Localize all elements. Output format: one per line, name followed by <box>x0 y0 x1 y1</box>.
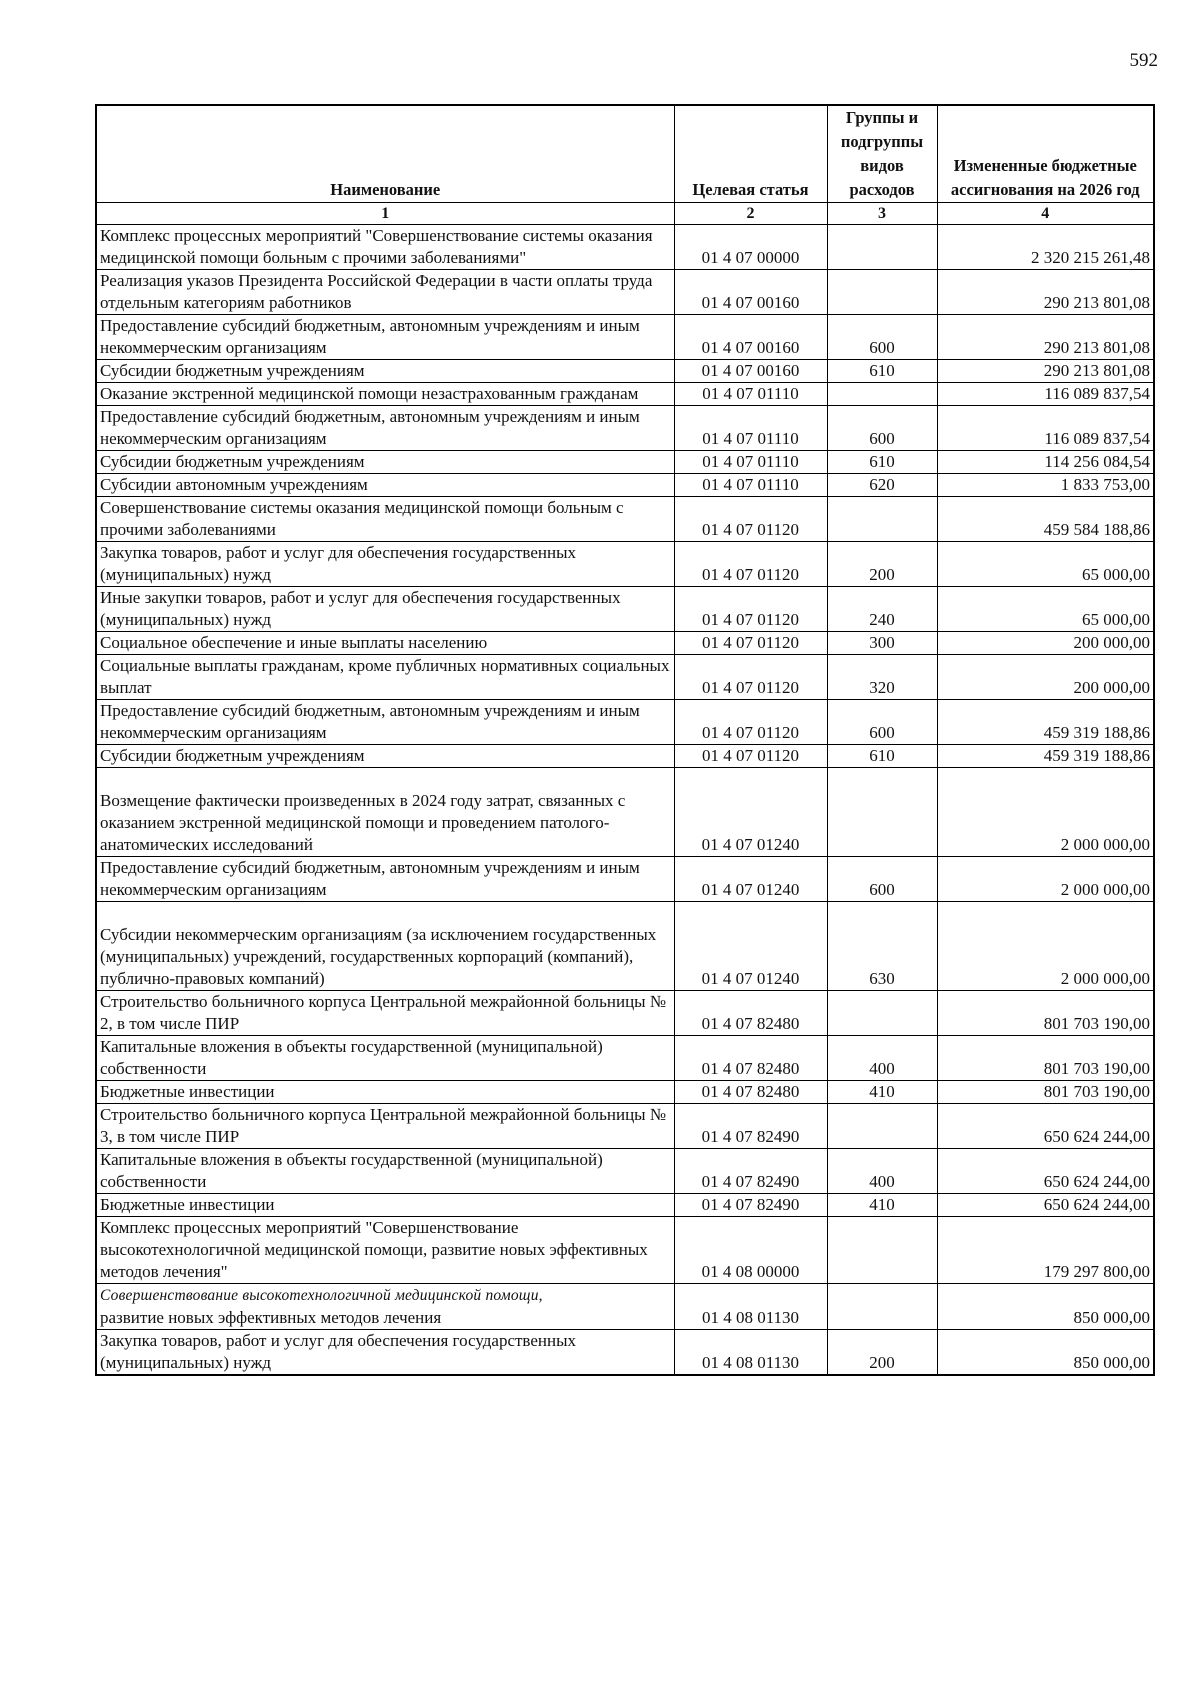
row-target-code: 01 4 07 01120 <box>674 655 827 700</box>
row-group-code <box>827 225 937 270</box>
row-name: Субсидии бюджетным учреждениям <box>96 360 674 383</box>
row-group-code: 410 <box>827 1194 937 1217</box>
table-row <box>96 745 1154 768</box>
row-amount: 116 089 837,54 <box>937 383 1154 406</box>
row-amount: 290 213 801,08 <box>937 315 1154 360</box>
table-row <box>96 632 1154 655</box>
row-target-code: 01 4 07 00160 <box>674 315 827 360</box>
row-amount: 2 000 000,00 <box>937 857 1154 902</box>
table-row <box>96 497 1154 542</box>
row-group-code <box>827 1284 937 1330</box>
row-target-code: 01 4 07 82480 <box>674 1081 827 1104</box>
row-group-code <box>827 991 937 1036</box>
row-amount: 2 000 000,00 <box>937 902 1154 991</box>
row-group-code: 620 <box>827 474 937 497</box>
row-name: Субсидии некоммерческим организациям (за исключением государственных (муниципальных) учреждений, государственных корпораций (компаний), публично-правовых компаний) <box>96 902 674 991</box>
row-name: Закупка товаров, работ и услуг для обеспечения государственных (муниципальных) нужд <box>96 1330 674 1376</box>
row-name: Строительство больничного корпуса Центральной межрайонной больницы № 3, в том числе ПИР <box>96 1104 674 1149</box>
column-number: 4 <box>937 203 1154 225</box>
row-name-first-line: Совершенствование высокотехнологичной медицинской помощи, <box>100 1287 543 1304</box>
row-amount: 650 624 244,00 <box>937 1149 1154 1194</box>
table-row <box>96 700 1154 745</box>
table-row <box>96 1284 1154 1330</box>
row-name: Предоставление субсидий бюджетным, автономным учреждениям и иным некоммерческим организациям <box>96 700 674 745</box>
table-row <box>96 587 1154 632</box>
row-target-code: 01 4 07 01120 <box>674 745 827 768</box>
table-row <box>96 1149 1154 1194</box>
table-row <box>96 655 1154 700</box>
row-amount: 459 319 188,86 <box>937 745 1154 768</box>
row-target-code: 01 4 07 01240 <box>674 902 827 991</box>
row-group-code: 200 <box>827 1330 937 1376</box>
page-number: 592 <box>1129 50 1158 71</box>
row-amount: 65 000,00 <box>937 542 1154 587</box>
row-name: Оказание экстренной медицинской помощи незастрахованным гражданам <box>96 383 674 406</box>
header-amount: Измененные бюджетные ассигнования на 2026 год <box>937 105 1154 203</box>
table-row <box>96 768 1154 857</box>
row-group-code: 610 <box>827 360 937 383</box>
row-amount: 459 584 188,86 <box>937 497 1154 542</box>
row-name: Социальное обеспечение и иные выплаты населению <box>96 632 674 655</box>
row-group-code: 600 <box>827 406 937 451</box>
row-target-code: 01 4 07 00000 <box>674 225 827 270</box>
table-row <box>96 991 1154 1036</box>
row-target-code: 01 4 07 82480 <box>674 1036 827 1081</box>
column-number: 3 <box>827 203 937 225</box>
row-amount: 801 703 190,00 <box>937 1081 1154 1104</box>
row-group-code <box>827 270 937 315</box>
row-group-code: 320 <box>827 655 937 700</box>
row-amount: 114 256 084,54 <box>937 451 1154 474</box>
row-amount: 459 319 188,86 <box>937 700 1154 745</box>
row-amount: 850 000,00 <box>937 1284 1154 1330</box>
row-amount: 290 213 801,08 <box>937 360 1154 383</box>
header-group: Группы и подгруппы видов расходов <box>827 105 937 203</box>
row-target-code: 01 4 07 01110 <box>674 474 827 497</box>
row-amount: 65 000,00 <box>937 587 1154 632</box>
row-name: Предоставление субсидий бюджетным, автономным учреждениям и иным некоммерческим организациям <box>96 315 674 360</box>
row-group-code: 630 <box>827 902 937 991</box>
row-name: Закупка товаров, работ и услуг для обеспечения государственных (муниципальных) нужд <box>96 542 674 587</box>
table-row <box>96 542 1154 587</box>
row-name: Бюджетные инвестиции <box>96 1081 674 1104</box>
row-amount: 650 624 244,00 <box>937 1194 1154 1217</box>
row-amount: 801 703 190,00 <box>937 1036 1154 1081</box>
row-name: Строительство больничного корпуса Центральной межрайонной больницы № 2, в том числе ПИР <box>96 991 674 1036</box>
table-row <box>96 451 1154 474</box>
table-row <box>96 383 1154 406</box>
row-group-code <box>827 497 937 542</box>
row-group-code <box>827 383 937 406</box>
row-amount: 2 000 000,00 <box>937 768 1154 857</box>
table-row <box>96 1194 1154 1217</box>
row-amount: 2 320 215 261,48 <box>937 225 1154 270</box>
row-amount: 116 089 837,54 <box>937 406 1154 451</box>
header-name: Наименование <box>96 105 674 203</box>
row-group-code: 610 <box>827 745 937 768</box>
row-name-rest: развитие новых эффективных методов лечения <box>100 1308 442 1327</box>
column-number: 2 <box>674 203 827 225</box>
row-amount: 1 833 753,00 <box>937 474 1154 497</box>
row-target-code: 01 4 07 01120 <box>674 587 827 632</box>
row-target-code: 01 4 07 01120 <box>674 632 827 655</box>
row-target-code: 01 4 07 01240 <box>674 857 827 902</box>
budget-table <box>95 104 1155 1376</box>
row-group-code: 400 <box>827 1149 937 1194</box>
table-header-row <box>96 105 1154 203</box>
row-group-code: 600 <box>827 857 937 902</box>
row-group-code: 200 <box>827 542 937 587</box>
table-row <box>96 1330 1154 1376</box>
row-name: Предоставление субсидий бюджетным, автономным учреждениям и иным некоммерческим организациям <box>96 857 674 902</box>
row-amount: 650 624 244,00 <box>937 1104 1154 1149</box>
row-group-code: 600 <box>827 315 937 360</box>
row-group-code: 600 <box>827 700 937 745</box>
row-target-code: 01 4 07 82490 <box>674 1194 827 1217</box>
table-row <box>96 1104 1154 1149</box>
row-target-code: 01 4 07 01110 <box>674 383 827 406</box>
column-number-row <box>96 203 1154 225</box>
row-target-code: 01 4 07 01110 <box>674 451 827 474</box>
row-amount: 179 297 800,00 <box>937 1217 1154 1284</box>
row-name: Совершенствование системы оказания медицинской помощи больным с прочими заболеваниями <box>96 497 674 542</box>
row-target-code: 01 4 07 01120 <box>674 542 827 587</box>
row-name <box>96 1284 674 1330</box>
row-target-code: 01 4 07 00160 <box>674 360 827 383</box>
table-row <box>96 360 1154 383</box>
row-target-code: 01 4 07 01120 <box>674 497 827 542</box>
row-name: Капитальные вложения в объекты государственной (муниципальной) собственности <box>96 1036 674 1081</box>
row-amount: 850 000,00 <box>937 1330 1154 1376</box>
row-name: Предоставление субсидий бюджетным, автономным учреждениям и иным некоммерческим организациям <box>96 406 674 451</box>
row-group-code <box>827 1217 937 1284</box>
row-target-code: 01 4 07 00160 <box>674 270 827 315</box>
row-amount: 200 000,00 <box>937 632 1154 655</box>
row-target-code: 01 4 08 01130 <box>674 1330 827 1376</box>
row-name: Социальные выплаты гражданам, кроме публичных нормативных социальных выплат <box>96 655 674 700</box>
table-row <box>96 474 1154 497</box>
row-name: Комплекс процессных мероприятий "Совершенствование высокотехнологичной медицинской помощи, развитие новых эффективных методов лечения" <box>96 1217 674 1284</box>
row-name: Субсидии автономным учреждениям <box>96 474 674 497</box>
table-row <box>96 1217 1154 1284</box>
row-name: Субсидии бюджетным учреждениям <box>96 451 674 474</box>
table-row <box>96 1036 1154 1081</box>
row-group-code <box>827 768 937 857</box>
table-row <box>96 406 1154 451</box>
row-name: Реализация указов Президента Российской Федерации в части оплаты труда отдельным категориям работников <box>96 270 674 315</box>
table-row <box>96 225 1154 270</box>
row-group-code: 240 <box>827 587 937 632</box>
row-target-code: 01 4 07 01120 <box>674 700 827 745</box>
row-target-code: 01 4 07 01240 <box>674 768 827 857</box>
row-target-code: 01 4 08 01130 <box>674 1284 827 1330</box>
row-name: Бюджетные инвестиции <box>96 1194 674 1217</box>
row-group-code: 410 <box>827 1081 937 1104</box>
row-target-code: 01 4 08 00000 <box>674 1217 827 1284</box>
row-target-code: 01 4 07 82490 <box>674 1149 827 1194</box>
row-name: Возмещение фактически произведенных в 2024 году затрат, связанных с оказанием экстренной медицинской помощи и проведением патолого-анатомических исследований <box>96 768 674 857</box>
row-group-code: 610 <box>827 451 937 474</box>
row-name: Комплекс процессных мероприятий "Совершенствование системы оказания медицинской помощи больным с прочими заболеваниями" <box>96 225 674 270</box>
row-name: Иные закупки товаров, работ и услуг для обеспечения государственных (муниципальных) нужд <box>96 587 674 632</box>
row-amount: 801 703 190,00 <box>937 991 1154 1036</box>
row-name: Капитальные вложения в объекты государственной (муниципальной) собственности <box>96 1149 674 1194</box>
row-target-code: 01 4 07 01110 <box>674 406 827 451</box>
column-number: 1 <box>96 203 674 225</box>
row-group-code: 300 <box>827 632 937 655</box>
table-row <box>96 315 1154 360</box>
table-row <box>96 857 1154 902</box>
table-row <box>96 270 1154 315</box>
row-name: Субсидии бюджетным учреждениям <box>96 745 674 768</box>
header-target: Целевая статья <box>674 105 827 203</box>
row-amount: 290 213 801,08 <box>937 270 1154 315</box>
row-amount: 200 000,00 <box>937 655 1154 700</box>
row-target-code: 01 4 07 82490 <box>674 1104 827 1149</box>
row-group-code <box>827 1104 937 1149</box>
table-row <box>96 1081 1154 1104</box>
row-group-code: 400 <box>827 1036 937 1081</box>
table-row <box>96 902 1154 991</box>
row-target-code: 01 4 07 82480 <box>674 991 827 1036</box>
